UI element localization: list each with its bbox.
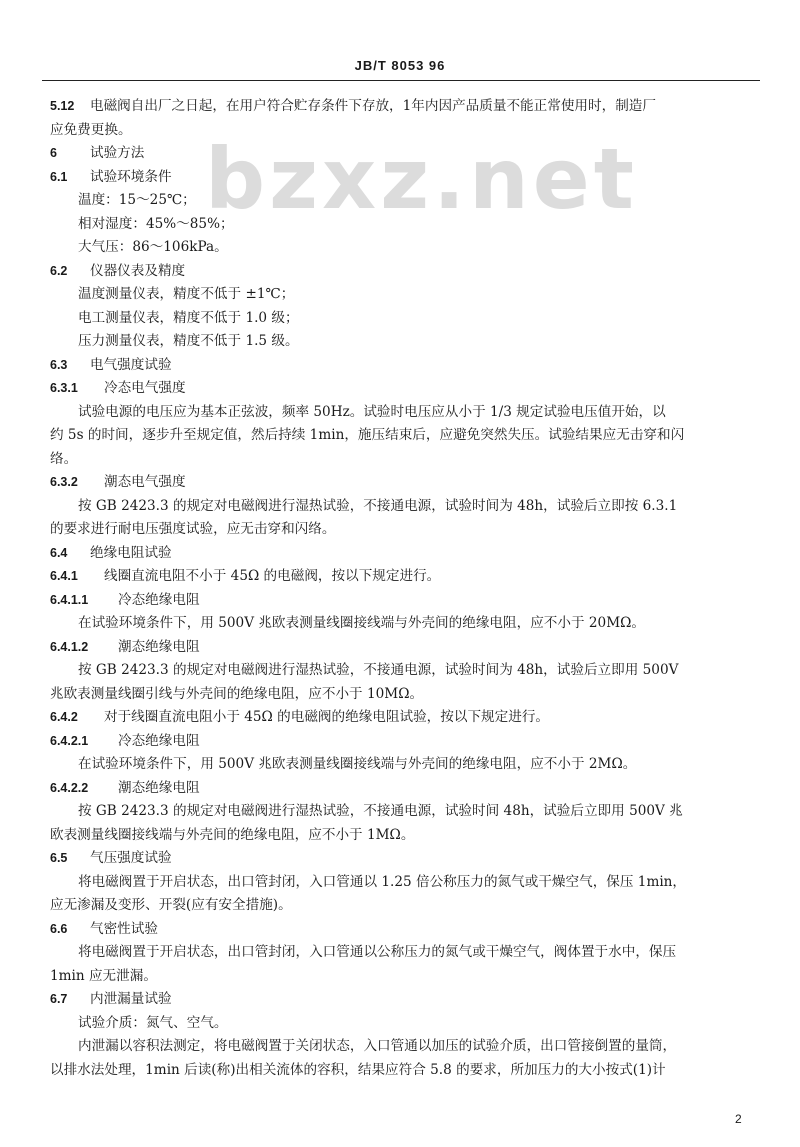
- paragraph-text: 将电磁阀置于开启状态，出口管封闭，入口管通以公称压力的氮气或干燥空气，阀体置于水中，保压: [78, 944, 677, 960]
- section-title: 内泄漏量试验: [90, 991, 172, 1007]
- section-number: 6.4.1: [50, 569, 78, 583]
- section-title: 冷态绝缘电阻: [118, 732, 200, 749]
- paragraph-text: 压力测量仪表，精度不低于 1.5 级。: [78, 333, 299, 349]
- standard-header: JB/T 8053 96: [354, 58, 446, 73]
- paragraph-text: 的要求进行耐电压强度试验，应无击穿和闪络。: [50, 521, 336, 537]
- section-title: 试验环境条件: [90, 168, 172, 185]
- header-rule: [42, 80, 760, 81]
- section-number: 6.3.2: [50, 475, 78, 489]
- paragraph-text: 电工测量仪表，精度不低于 1.0 级；: [78, 309, 299, 326]
- paragraph-text: 应无渗漏及变形、开裂(应有安全措施)。: [50, 897, 292, 913]
- section-number: 6.4.2.2: [50, 780, 89, 795]
- paragraph-text: 欧表测量线圈接线端与外壳间的绝缘电阻，应不小于 1MΩ。: [50, 826, 415, 843]
- watermark: bzxz.net: [205, 130, 638, 228]
- page-number: 2: [735, 1112, 742, 1126]
- paragraph-text: 按 GB 2423.3 的规定对电磁阀进行湿热试验，不接通电源，试验时间 48h，试验后立即用 500V 兆: [78, 803, 683, 819]
- section-title: 冷态绝缘电阻: [118, 591, 200, 608]
- section-number: 6.3: [50, 357, 68, 372]
- paragraph-text: 按 GB 2423.3 的规定对电磁阀进行湿热试验，不接通电源，试验时间为 48h，试验后立即按 6.3.1: [78, 497, 678, 514]
- section-number: 5.12: [50, 99, 75, 113]
- section-number: 6.4.1.2: [50, 639, 89, 654]
- section-title: 气密性试验: [90, 920, 158, 937]
- section-title: 电磁阀自出厂之日起，在用户符合贮存条件下存放，1年内因产品质量不能正常使用时，制造厂: [90, 98, 656, 114]
- paragraph-text: 温度测量仪表，精度不低于 ±1℃；: [78, 286, 295, 302]
- section-title: 潮态电气强度: [104, 474, 186, 490]
- section-number: 6.4.2.1: [50, 733, 89, 748]
- paragraph-text: 1min 应无泄漏。: [50, 967, 157, 984]
- section-title: 试验方法: [90, 145, 145, 161]
- section-title: 电气强度试验: [90, 356, 172, 373]
- section-number: 6.6: [50, 921, 68, 936]
- section-number: 6: [50, 146, 57, 160]
- section-title: 潮态绝缘电阻: [118, 779, 200, 796]
- section-title: 冷态电气强度: [104, 380, 186, 396]
- paragraph-text: 应免费更换。: [50, 121, 132, 138]
- section-title: 对于线圈直流电阻小于 45Ω 的电磁阀的绝缘电阻试验，按以下规定进行。: [104, 709, 550, 725]
- paragraph-text: 大气压：86～106kPa。: [78, 239, 228, 255]
- paragraph-text: 约 5s 的时间，逐步升至规定值，然后持续 1min，施压结束后，应避免突然失压。试验结果应无击穿和闪: [50, 427, 685, 443]
- section-number: 6.4.1.1: [50, 592, 89, 607]
- paragraph-text: 将电磁阀置于开启状态，出口管封闭，入口管通以 1.25 倍公称压力的氮气或干燥空气，保压 1min，: [78, 873, 687, 890]
- section-title: 绝缘电阻试验: [90, 544, 172, 561]
- section-title: 气压强度试验: [90, 850, 172, 866]
- paragraph-text: 相对湿度：45%～85%；: [78, 215, 234, 232]
- paragraph-text: 在试验环境条件下，用 500V 兆欧表测量线圈接线端与外壳间的绝缘电阻，应不小于 2MΩ。: [78, 756, 637, 772]
- paragraph-text: 温度：15～25℃；: [78, 192, 196, 208]
- section-title: 潮态绝缘电阻: [118, 638, 200, 655]
- section-number: 6.7: [50, 992, 68, 1006]
- paragraph-text: 试验电源的电压应为基本正弦波，频率 50Hz。试验时电压应从小于 1/3 规定试验电压值开始，以: [78, 403, 666, 420]
- section-title: 仪器仪表及精度: [90, 262, 186, 279]
- paragraph-text: 以排水法处理，1min 后读(称)出相关流体的容积，结果应符合 5.8 的要求，所加压力的大小按式(1)计: [50, 1061, 666, 1078]
- section-number: 6.4.2: [50, 710, 78, 724]
- section-number: 6.4: [50, 545, 68, 560]
- paragraph-text: 在试验环境条件下，用 500V 兆欧表测量线圈接线端与外壳间的绝缘电阻，应不小于 20MΩ。: [78, 615, 645, 631]
- paragraph-text: 按 GB 2423.3 的规定对电磁阀进行湿热试验，不接通电源，试验时间为 48h，试验后立即用 500V: [78, 662, 679, 678]
- paragraph-text: 试验介质：氮气、空气。: [78, 1014, 228, 1031]
- paragraph-text: 络。: [50, 450, 78, 467]
- section-number: 6.5: [50, 851, 68, 865]
- section-title: 线圈直流电阻不小于 45Ω 的电磁阀，按以下规定进行。: [104, 568, 441, 584]
- section-number: 6.1: [50, 169, 68, 184]
- section-number: 6.3.1: [50, 381, 78, 395]
- paragraph-text: 内泄漏以容积法测定，将电磁阀置于关闭状态，入口管通以加压的试验介质，出口管接倒置的量筒，: [78, 1038, 677, 1054]
- section-number: 6.2: [50, 263, 68, 278]
- paragraph-text: 兆欧表测量线圈引线与外壳间的绝缘电阻，应不小于 10MΩ。: [50, 685, 424, 702]
